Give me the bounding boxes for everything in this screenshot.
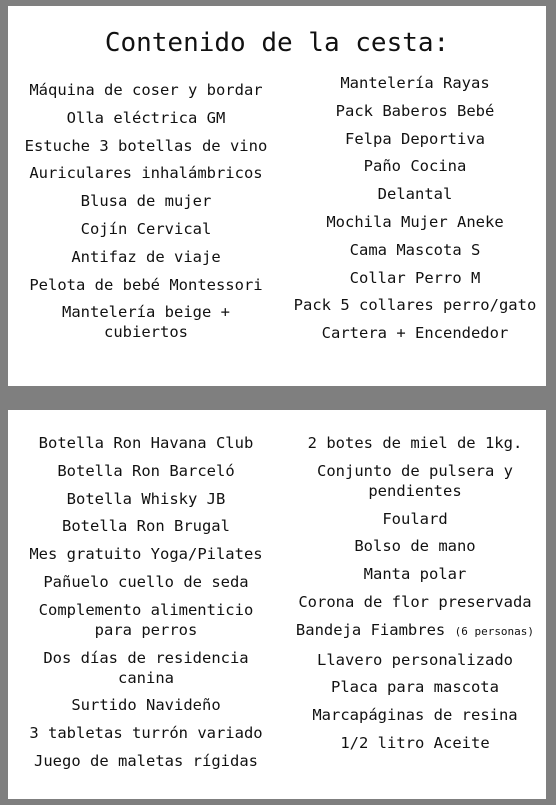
list-item: Placa para mascota	[331, 678, 499, 697]
list-item: Manta polar	[363, 565, 467, 584]
list-item: Botella Ron Barceló	[57, 461, 235, 480]
list-item: 3 tabletas turrón variado	[29, 724, 263, 743]
list-item: Conjunto de pulsera y pendientes	[317, 461, 513, 500]
list-item: Pack 5 collares perro/gato	[293, 296, 537, 315]
list-item: Auriculares inhalámbricos	[29, 164, 263, 183]
list-item: Delantal	[377, 185, 453, 204]
page-title: Contenido de la cesta:	[104, 28, 450, 58]
list-item: Pelota de bebé Montessori	[29, 275, 263, 294]
bandeja-label: Bandeja Fiambres	[295, 620, 446, 639]
list-item: Pack Baberos Bebé	[335, 101, 495, 120]
list-item: Mochila Mujer Aneke	[326, 212, 504, 231]
list-item: Marcapáginas de resina	[312, 706, 518, 725]
list-item: Botella Ron Brugal	[62, 517, 230, 536]
top-card	[8, 6, 546, 386]
list-item: 2 botes de miel de 1kg.	[307, 434, 523, 452]
list-item	[284, 620, 546, 642]
list-item: Paño Cocina	[363, 157, 467, 176]
list-item: Felpa Deportiva	[345, 129, 485, 148]
list-item: Estuche 3 botellas de vino	[24, 136, 268, 155]
bottom-right-list	[284, 433, 546, 761]
list-item: Mantelería Rayas	[340, 74, 490, 92]
list-item: Collar Perro M	[349, 268, 481, 287]
list-item: Cojín Cervical	[80, 219, 212, 238]
list-item: Pañuelo cuello de seda	[43, 572, 249, 591]
list-item: 1/2 litro Aceite	[340, 733, 490, 752]
list-item: Botella Whisky JB	[66, 489, 226, 508]
bottom-left-list	[8, 433, 284, 779]
list-item: Cartera + Encendedor	[321, 324, 509, 343]
list-item: Foulard	[382, 509, 448, 528]
list-item: Blusa de mujer	[80, 192, 212, 211]
list-item: Dos días de residencia canina	[43, 648, 249, 687]
list-item: Mes gratuito Yoga/Pilates	[29, 545, 263, 564]
bandeja-note: (6 personas)	[454, 624, 535, 638]
list-item: Antifaz de viaje	[71, 247, 221, 266]
top-right-list	[284, 73, 546, 351]
list-item: Cama Mascota S	[349, 240, 481, 259]
list-item: Botella Ron Havana Club	[38, 434, 254, 452]
list-item: Máquina de coser y bordar	[29, 81, 263, 99]
list-item: Olla eléctrica GM	[66, 108, 226, 127]
bottom-card	[8, 410, 546, 799]
list-item: Complemento alimenticio para perros	[38, 600, 254, 639]
list-item: Juego de maletas rígidas	[34, 751, 258, 770]
list-item: Corona de flor preservada	[298, 592, 532, 611]
list-item: Surtido Navideño	[71, 696, 221, 715]
list-item: Mantelería beige + cubiertos	[62, 303, 230, 342]
top-left-list	[8, 80, 284, 350]
list-item: Llavero personalizado	[317, 650, 513, 669]
list-item: Bolso de mano	[354, 537, 476, 556]
